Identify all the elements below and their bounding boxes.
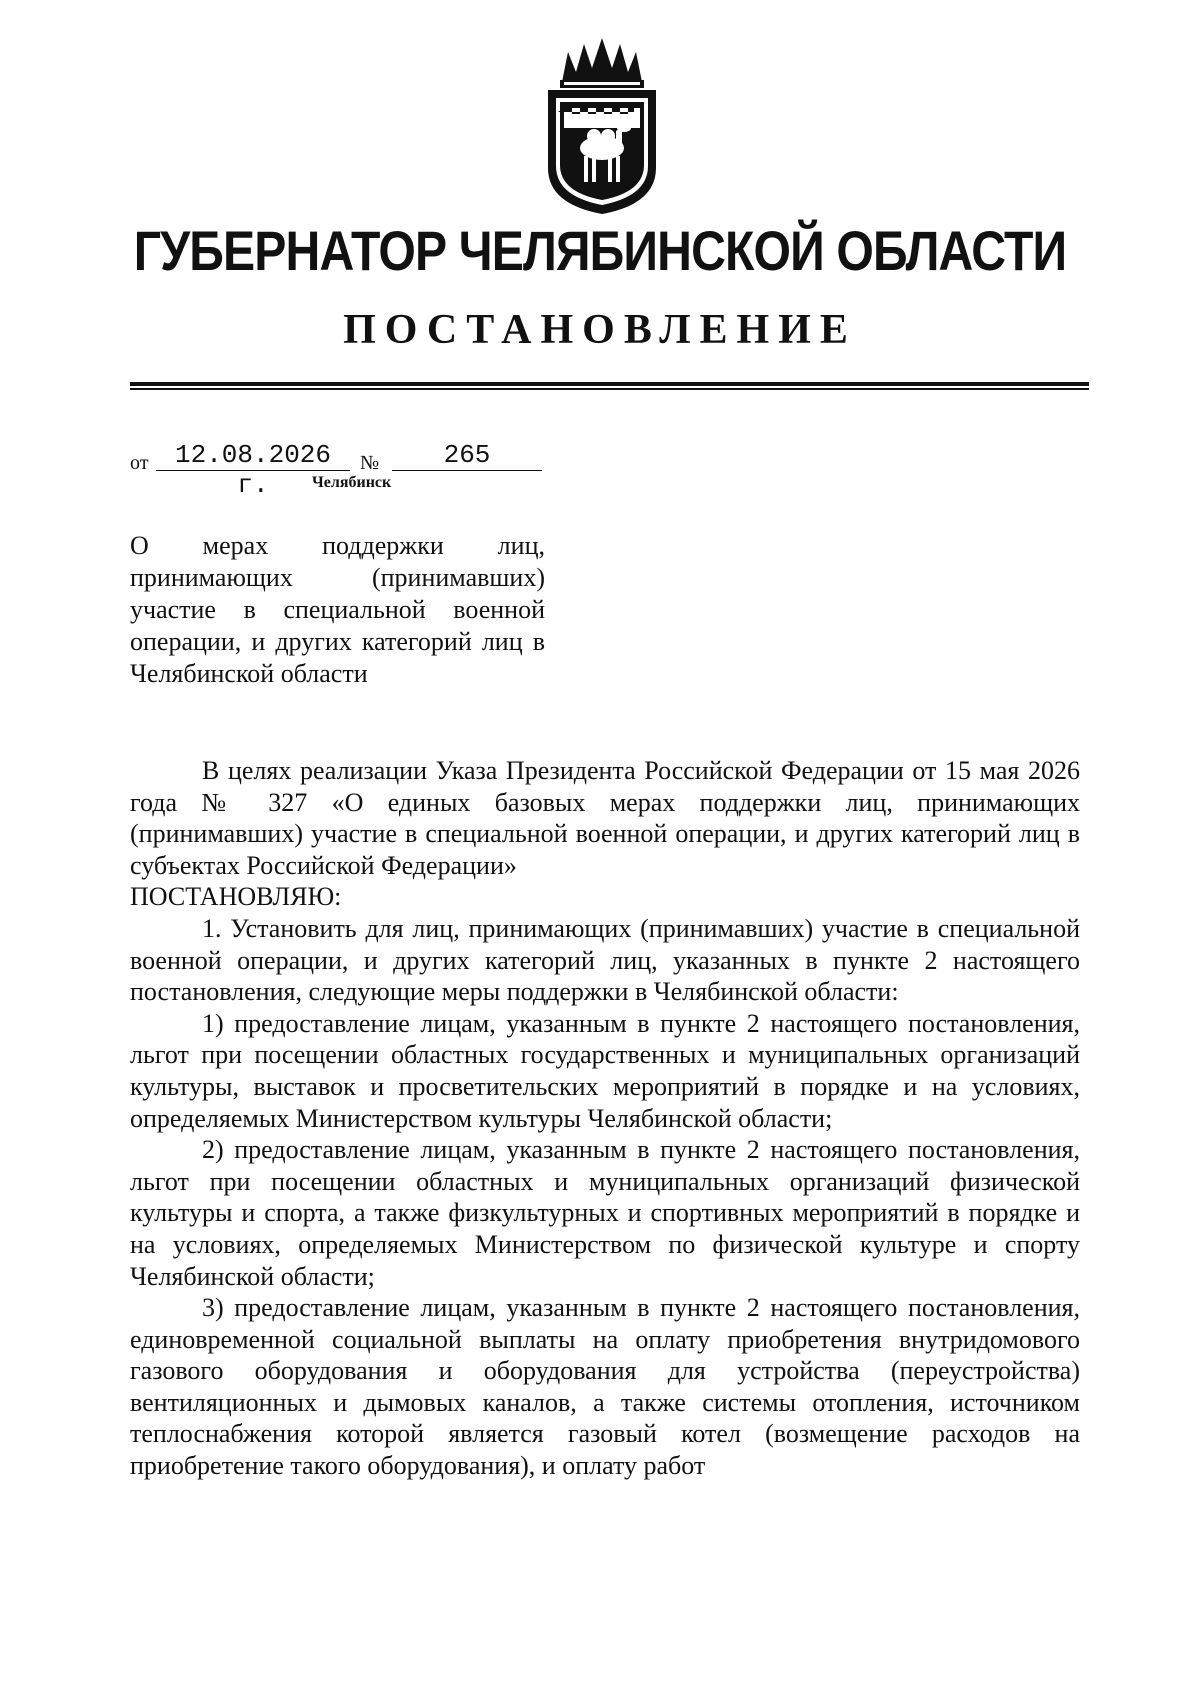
header-rule-thin (130, 388, 1089, 390)
date-prefix: от (130, 452, 149, 474)
document-type: ПОСТАНОВЛЕНИЕ (343, 307, 857, 353)
header-rule-thick (130, 382, 1089, 386)
document-number: 265 (392, 440, 542, 471)
document-date: 12.08.2026 г. (156, 440, 350, 471)
coat-of-arms-icon (534, 38, 670, 216)
document-subject: О мерах поддержки лиц, принимающих (принимавших) участие в специальной военной операции, и других категорий лиц в Челябинской области (130, 531, 545, 688)
resolve-heading: ПОСТАНОВЛЯЮ: (130, 882, 342, 912)
subitem-2-paragraph: 2) предоставление лицам, указанным в пункте 2 настоящего постановления, льгот при посещении областных и муниципальных организаций физической культуры и спорта, а также физкультурных и спортивных мероприятий в порядке и на условиях, определяемых Министерством по физической культуре и спорту Челябинской области; (130, 1135, 1080, 1291)
preamble-paragraph: В целях реализации Указа Президента Российской Федерации от 15 мая 2026 года № 327 «О единых базовых мерах поддержки лиц, принимающих (принимавших) участие в специальной военной операции, и других категорий лиц в субъектах Российской Федерации» (130, 756, 1080, 880)
number-prefix: № (360, 452, 380, 474)
subitem-3-paragraph: 3) предоставление лицам, указанным в пункте 2 настоящего постановления, единовременной социальной выплаты на оплату приобретения внутридомового газового оборудования и оборудования для устройства (переустройства) вентиляционных и дымовых каналов, а также системы отопления, источником теплоснабжения которой является газовый котел (возмещение расходов на приобретение такого оборудования), и оплату работ (130, 1293, 1080, 1481)
document-city: Челябинск (312, 474, 392, 491)
subitem-1-paragraph: 1) предоставление лицам, указанным в пункте 2 настоящего постановления, льгот при посещении областных государственных и муниципальных организаций культуры, выставок и просветительских мероприятий в порядке и на условиях, определяемых Министерством культуры Челябинской области; (130, 1008, 1080, 1133)
document-body (130, 755, 1080, 1482)
item-1-paragraph: 1. Установить для лиц, принимающих (принимавших) участие в специальной военной операции, и других категорий лиц, указанных в пункте 2 настоящего постановления, следующие меры поддержки в Челябинской области: (130, 913, 1080, 1007)
issuing-authority: ГУБЕРНАТОР ЧЕЛЯБИНСКОЙ ОБЛАСТИ (133, 219, 1067, 282)
